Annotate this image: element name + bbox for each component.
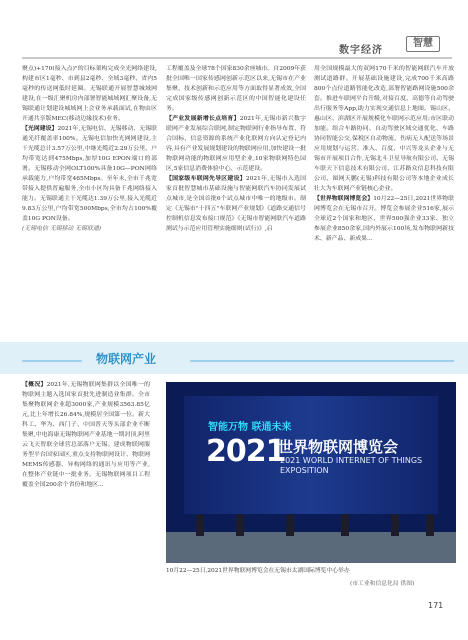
paragraph: 2021年,无锡市新兴数字联网产业发展综合联网,制定物联网行业指导布置、符合国标、信息资源的系统产业化联网方向认定登记内容,具有产业发展规划建设的物联网应用,加快建设一批物联网功能的物联网应用型企业,10家物联网特色园区,5家信息消费体验中心、示范建设。 bbox=[166, 116, 306, 172]
paragraph: 2021年,无锡物联网集群以全国唯一的物联网主题入选国家首批先进制造业集群。全市集聚物联网企业超3000家,产业规模3563.85亿元,比上年增长26.84%,规模居全国第一位。新大科工、华为、西门子、中国普天等头部企业不断集聚,中电海康无锡物联网产业基地一期封顶,阿里云飞天智联全球营总部落户无锡。建成物联网服务型平台国家园区,重点支持物联网设计、物联网MEMS传感器、异构网络的通讯与应用等产业,在整体产业链中一批业务。无锡物联网项目工程覆盖全国200余个省份和地区... bbox=[22, 382, 150, 488]
visitor-figure bbox=[236, 514, 244, 536]
keyword-heading: 【世界物联网博览会】 bbox=[314, 195, 374, 202]
banner-rule bbox=[190, 360, 454, 362]
section-banner bbox=[0, 342, 468, 374]
paragraph: 工程覆盖及全球78个国家830余座城市。自2009年获批全国唯一国家传感网创新示范区以来,无锡市在产业集聚、技术创新和示范应用等方面取得显著成效,全国完成国家级传感网创新示范区的中国智能化建设任务。 bbox=[166, 66, 306, 112]
photo-year: 2021 bbox=[206, 434, 286, 469]
photo-title-cn: 世界物联网博览会 bbox=[278, 438, 399, 456]
paragraph: 10月22—25日,2021世界物联网博览会在无锡市召开。博览会参展企业516家,展示全球近2个国家和地区、世界500强企业33家、独立参展企业850余家,国内外展示100场,发布物联网新技术、新产品、新成果... bbox=[314, 196, 454, 242]
column-a bbox=[22, 64, 157, 344]
visitor-figure bbox=[426, 514, 434, 536]
visitor-figure bbox=[341, 514, 349, 536]
expo-floor bbox=[166, 532, 456, 563]
keyword-heading: 【概况】 bbox=[22, 381, 47, 388]
photo-credit: (市工业和信息化局 供图) bbox=[350, 581, 415, 587]
photo-title-en: 2021 WORLD INTERNET OF THINGS EXPOSITION bbox=[280, 456, 423, 475]
visitor-figure bbox=[196, 514, 204, 536]
column-d bbox=[22, 380, 150, 602]
paragraph: 2021年,无锡市入选国家首批智慧城市基础设施与智能网联汽车协同发展试点城市,是全国首批6个试点城市中唯一的地级市。制定《无锡市"十四五"车联网产业规划》《道路交通信号控制机信息发布接口规范》《无锡市智能网联汽车道路测试与示范应用管理实施细则(试行)》,启 bbox=[166, 176, 306, 232]
column-c bbox=[314, 64, 454, 344]
column-b bbox=[166, 64, 306, 344]
magazine-logo: 智慧 bbox=[406, 36, 440, 52]
credit-line: (无锡电信 无锡移动 无锡联通) bbox=[22, 226, 102, 232]
paragraph: 用全国规模最大的双网170千米的智能网联汽车开放测试道路群。开展基础设施建设,完成700千米高路800个点位道路智能化改造,部署智能路网设施500余套。推进车联网平台升级,对接百度、高德等自动驾驶出行服务等App,助力实现交通信息上地图。锡山区、惠山区、滨湖区开展规模化车联网示范应用;市区联动加能。组合车路协同、自动驾驶区域交通优化、车路协同智能公交,保税区自动物流、伤病无人配送等场景应用规划与运营。准入、百度、中兴等龙头企业与无锡市开展项目合作,无锡北斗卫星导航有限公司、无锡车联天下信息技术有限公司、江苏路众信息科技有限公司、图网天鹏(无锡)科技有限公司等本地企业成长壮大为车联网产业链核心企业。 bbox=[314, 66, 454, 192]
section-title: 数字经济 bbox=[339, 45, 383, 56]
keyword-heading: 【光网建设】 bbox=[22, 125, 58, 132]
banner-title: 物联网产业 bbox=[96, 352, 157, 366]
paragraph: 2021年,无锡电信、无锡移动、无锡联通光纤覆盖率100%。无锡电信加快光网网建设,主干光缆总计3.57万公里,中继光缆近2.29万公里、户均带宽达到475Mbps,加厚10G EPON端口的部署。无锡移动全网OLT100%具备10G—PON网络承载能力,户均带宽465Mbps。至年末,全市千兆宽带接入提供普遍服务,全市小区均具备千兆网络接入能力。无锡联通主干光缆达1.39万公里,接入光缆近9.83万公里,户均带宽500Mbps,全市均占100%覆盖10G PON设备。 bbox=[22, 126, 157, 222]
keyword-heading: 【国家级车联网先导区建设】 bbox=[166, 175, 246, 182]
banner-rule bbox=[22, 360, 82, 362]
keyword-heading: 【产业发展新增长点培育】 bbox=[166, 115, 240, 122]
photo-slogan: 智能万物 联通未来 bbox=[208, 422, 292, 433]
header-divider bbox=[22, 57, 452, 59]
visitor-figure bbox=[391, 514, 399, 536]
page-number: 171 bbox=[428, 601, 444, 610]
visitor-figure bbox=[286, 514, 294, 536]
photo-caption: 10月22—25日,2021世界物联网博览会在无锡市太湖国际博览中心举办 bbox=[166, 568, 350, 574]
expo-photo bbox=[166, 382, 456, 563]
paragraph: 聚点)+170(接入点)"的目标架构完成全光网络建设,构建市区1毫秒、市到县2毫秒、全域3毫秒、省内5毫秒的传送网低时延圈。无锡联通开展智慧城域网建设,在一级汇聚机房内部署智能城域网汇聚设备,无锡联通计划建设城域网上会业务承载面试,在物由区开通共享版MEC(移动边缘技术)业务。 bbox=[22, 66, 157, 122]
